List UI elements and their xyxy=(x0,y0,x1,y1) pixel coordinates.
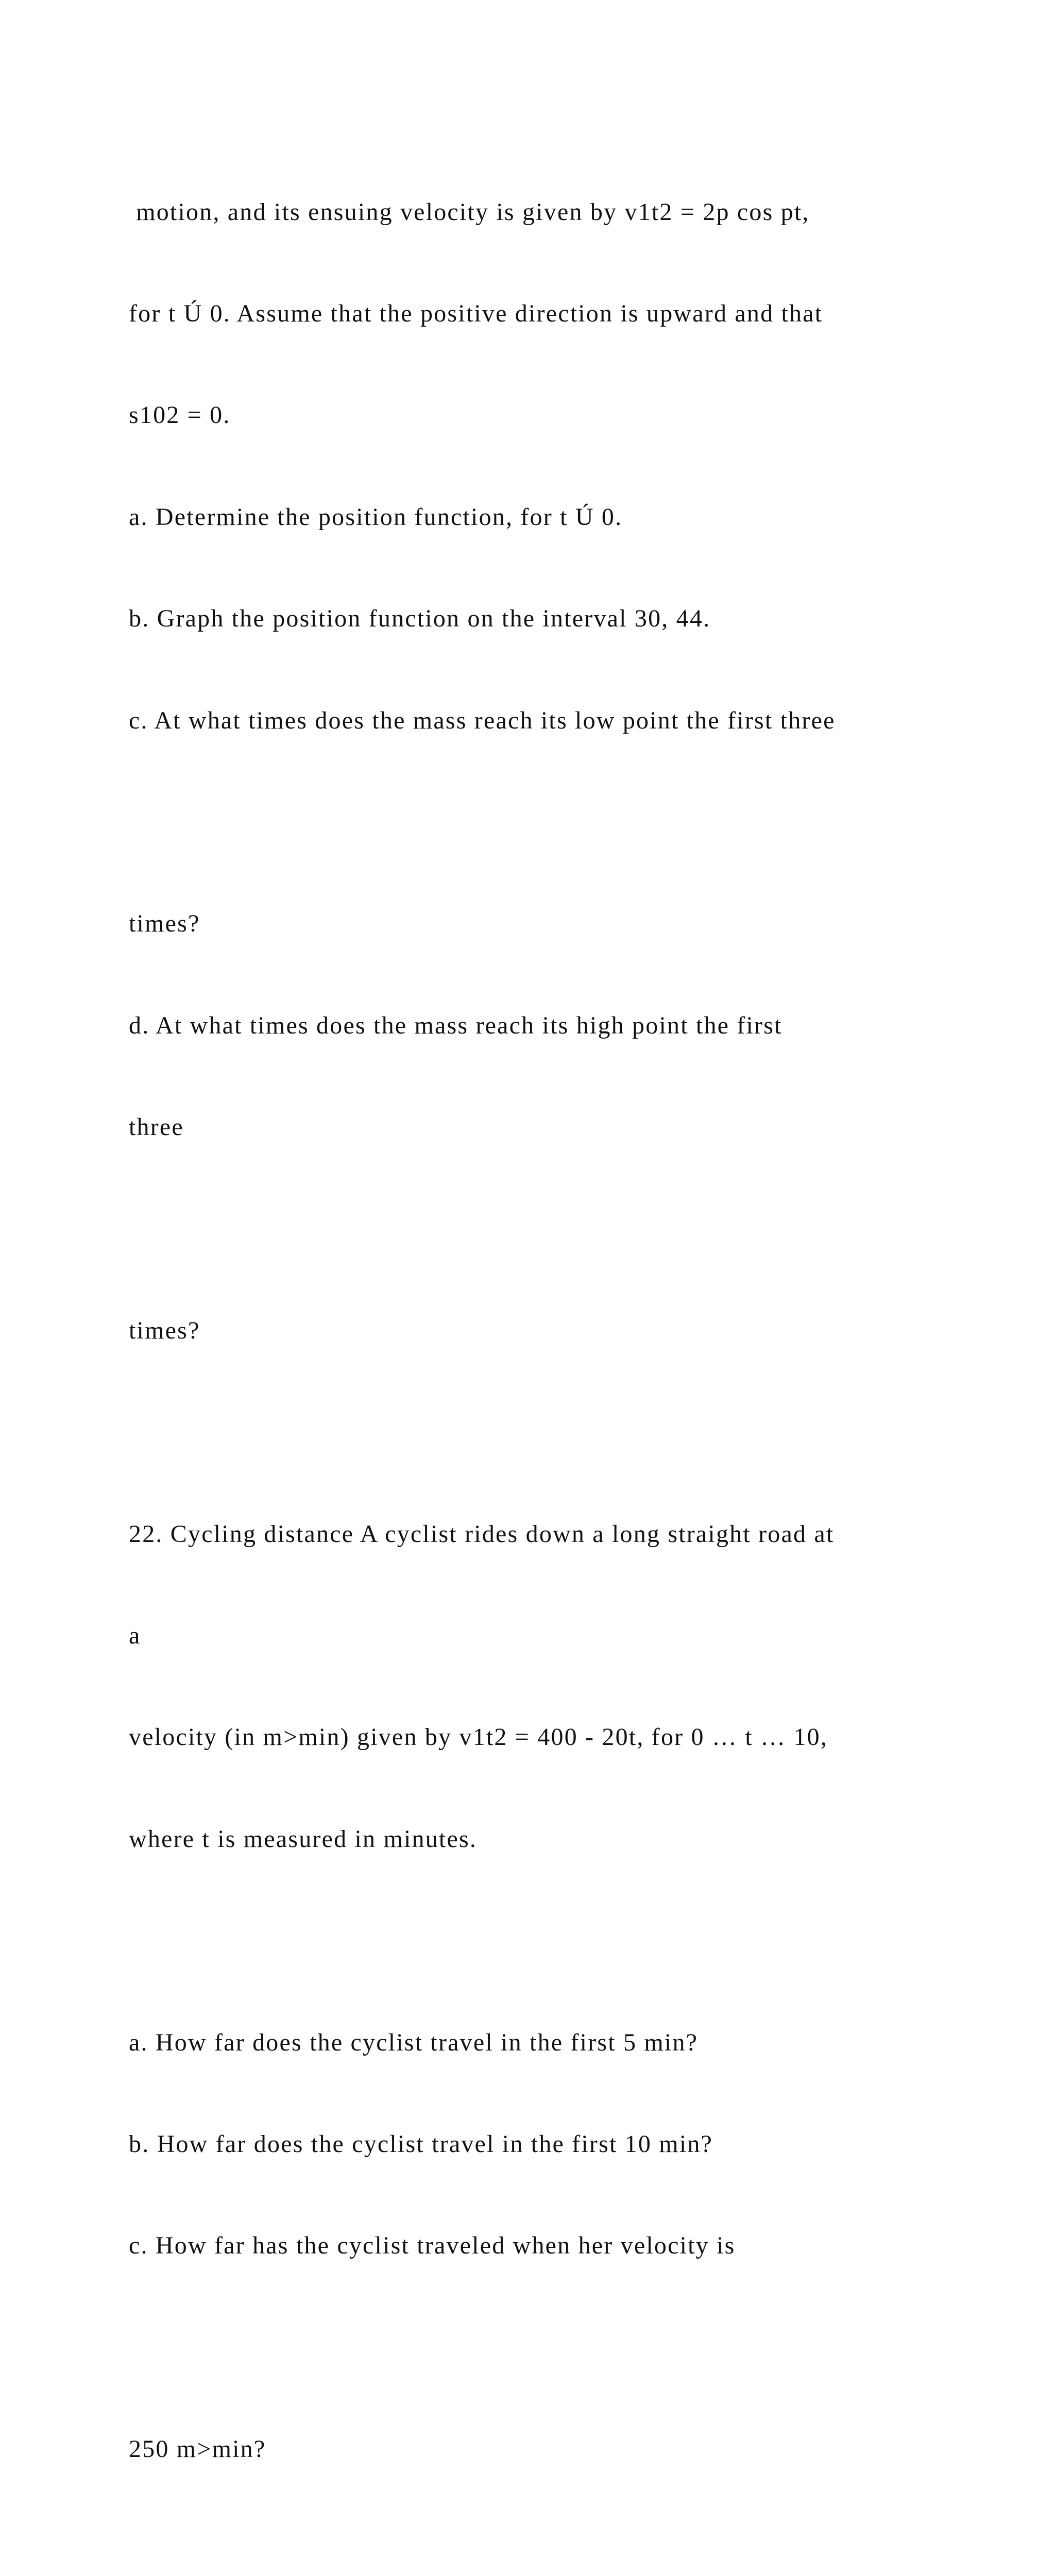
text-line: 22. Cycling distance A cyclist rides down a long straight road at xyxy=(129,1520,835,1548)
text-line: times? xyxy=(129,1316,200,1344)
text-line: where t is measured in minutes. xyxy=(129,1825,478,1853)
text-line xyxy=(129,1212,984,1246)
text-line xyxy=(129,2534,984,2568)
text-line: three xyxy=(129,1113,184,1141)
text-line: a. Determine the position function, for t Ú 0. xyxy=(129,503,623,531)
text-line: c. At what times does the mass reach its low point the first three xyxy=(129,706,836,734)
text-line: for t Ú 0. Assume that the positive direction is upward and that xyxy=(129,299,823,327)
text-line: 250 m>min? xyxy=(129,2435,266,2463)
text-line xyxy=(129,1924,984,1958)
text-line xyxy=(129,1415,984,1449)
text-line: d. At what times does the mass reach its high point the first xyxy=(129,1011,782,1039)
text-line xyxy=(129,2331,984,2365)
text-line: velocity (in m>min) given by v1t2 = 400 - 20t, for 0 … t … 10, xyxy=(129,1723,828,1751)
text-line: a. How far does the cyclist travel in the first 5 min? xyxy=(129,2028,699,2056)
text-line: b. How far does the cyclist travel in the first 10 min? xyxy=(129,2130,713,2158)
document-text xyxy=(129,127,984,2576)
text-line: s102 = 0. xyxy=(129,401,231,429)
text-line: c. How far has the cyclist traveled when her velocity is xyxy=(129,2232,736,2260)
text-line: a xyxy=(129,1622,141,1650)
text-line: motion, and its ensuing velocity is given by v1t2 = 2p cos pt, xyxy=(129,198,810,226)
text-line: b. Graph the position function on the interval 30, 44. xyxy=(129,605,711,633)
text-line xyxy=(129,805,984,839)
text-line: times? xyxy=(129,910,200,938)
